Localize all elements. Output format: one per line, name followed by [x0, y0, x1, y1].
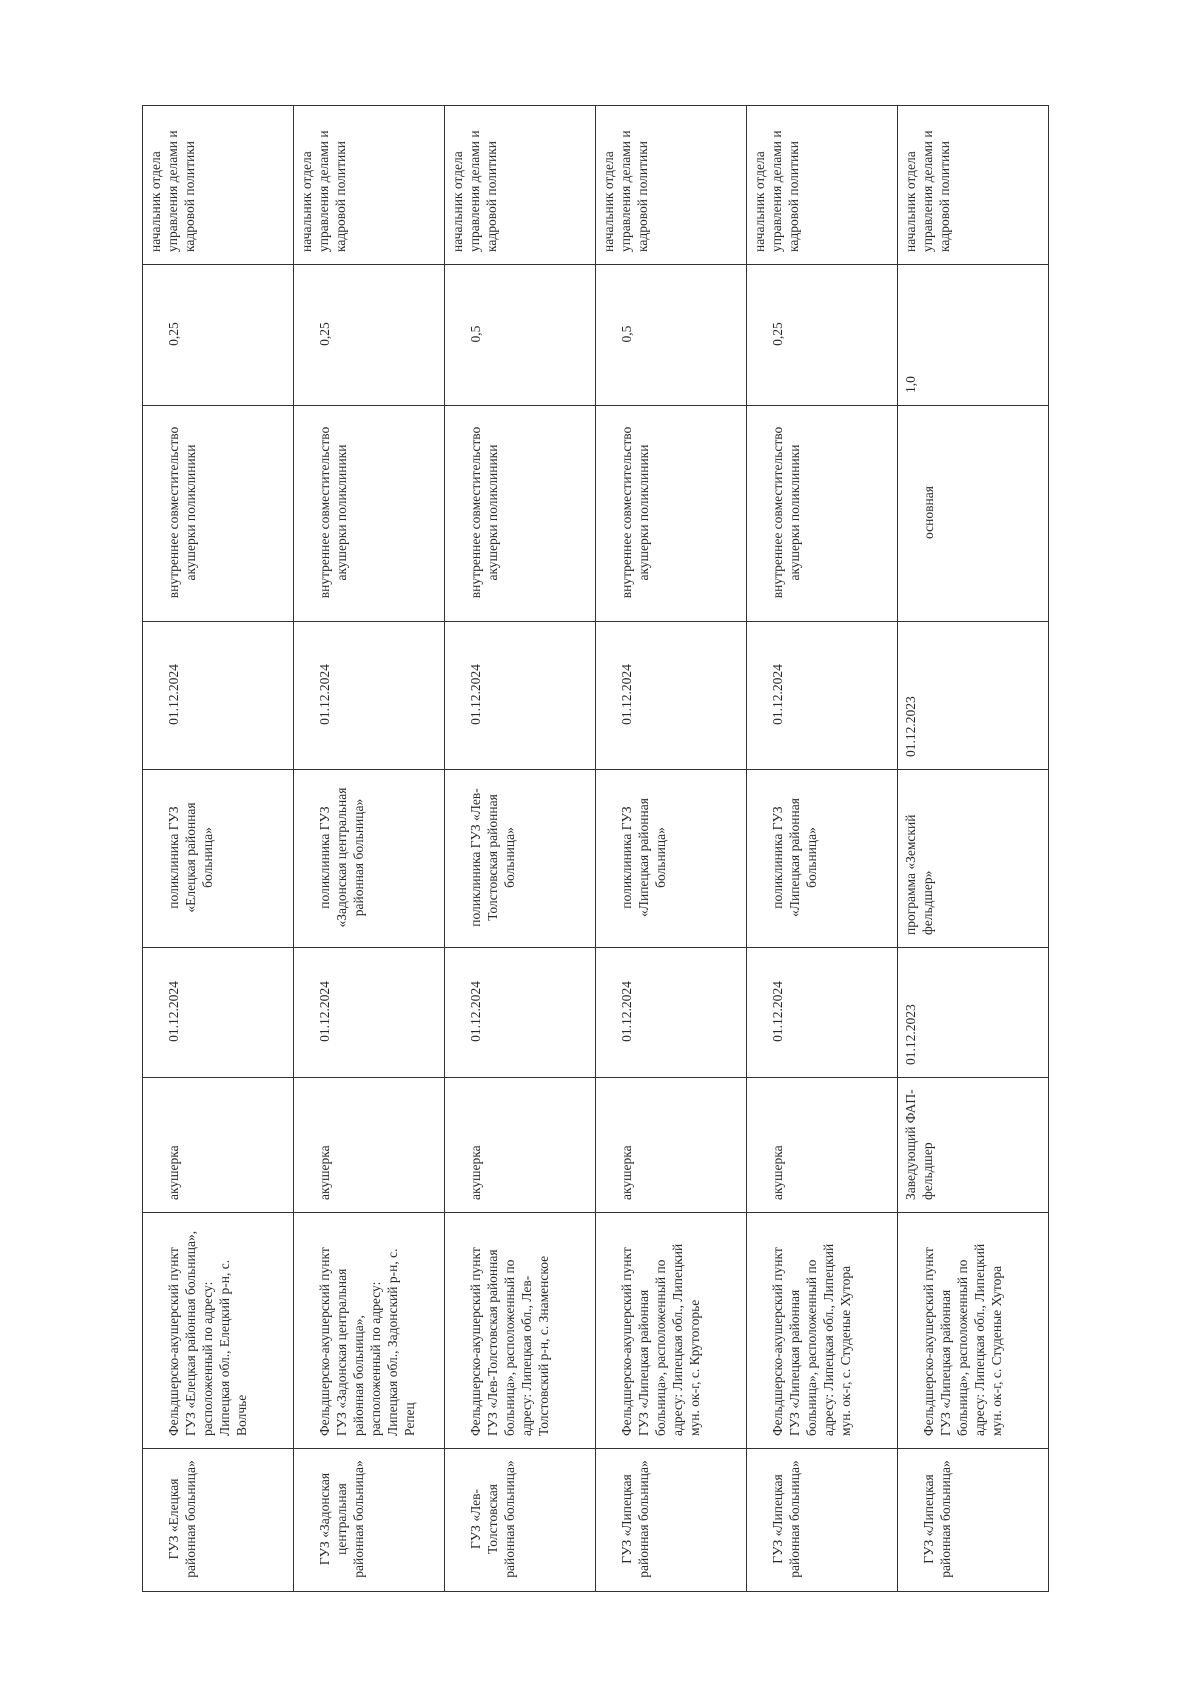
cell-contact: начальник отдела управления делами и кадровой политики — [294, 106, 445, 265]
cell-source: поликлиника ГУЗ «Липецкая районная больница» — [596, 770, 747, 948]
cell-contact: начальник отдела управления делами и кадровой политики — [898, 106, 1049, 265]
cell-facility: Фельдшерско-акушерский пункт ГУЗ «Елецкая районная больница», расположенный по адресу: Липецкая обл., Елецкий р-н, с. Волчье — [143, 1213, 294, 1449]
table-row — [294, 106, 445, 1592]
cell-date: 01.12.2024 — [445, 622, 596, 770]
table-row — [445, 106, 596, 1592]
cell-facility: Фельдшерско-акушерский пункт ГУЗ «Лев-Толстовская районная больница», расположенный по адресу: Липецкая обл., Лев-Толстовский р-н, с. Знаменское — [445, 1213, 596, 1449]
cell-rate: 0,5 — [445, 265, 596, 406]
cell-date: 01.12.2024 — [445, 948, 596, 1078]
cell-date: 01.12.2024 — [143, 948, 294, 1078]
cell-org: ГУЗ «Елецкая районная больница» — [143, 1449, 294, 1592]
cell-employment: внутреннее совместительство акушерки поликлиники — [445, 406, 596, 622]
cell-rate: 1,0 — [898, 265, 1049, 406]
cell-source: программа «Земский фельдшер» — [898, 770, 1049, 948]
cell-employment: основная — [898, 406, 1049, 622]
cell-employment: внутреннее совместительство акушерки поликлиники — [143, 406, 294, 622]
cell-date: 01.12.2024 — [596, 622, 747, 770]
cell-org: ГУЗ «Липецкая районная больница» — [596, 1449, 747, 1592]
cell-employment: внутреннее совместительство акушерки поликлиники — [596, 406, 747, 622]
cell-contact: начальник отдела управления делами и кадровой политики — [445, 106, 596, 265]
cell-date: 01.12.2024 — [747, 622, 898, 770]
cell-contact: начальник отдела управления делами и кадровой политики — [596, 106, 747, 265]
cell-rate: 0,25 — [747, 265, 898, 406]
cell-source: поликлиника ГУЗ «Задонская центральная районная больница» — [294, 770, 445, 948]
cell-org: ГУЗ «Задонская центральная районная больница» — [294, 1449, 445, 1592]
table-row — [898, 106, 1049, 1592]
rotated-table-wrapper — [142, 106, 1048, 1592]
cell-source: поликлиника ГУЗ «Лев-Толстовская районная больница» — [445, 770, 596, 948]
cell-position: Заведующий ФАП-фельдшер — [898, 1078, 1049, 1213]
cell-rate: 0,25 — [294, 265, 445, 406]
table-row — [747, 106, 898, 1592]
vacancy-table — [142, 105, 1049, 1592]
cell-date: 01.12.2024 — [294, 622, 445, 770]
cell-contact: начальник отдела управления делами и кадровой политики — [747, 106, 898, 265]
cell-date: 01.12.2024 — [143, 622, 294, 770]
cell-date: 01.12.2023 — [898, 948, 1049, 1078]
cell-facility: Фельдшерско-акушерский пункт ГУЗ «Липецкая районная больница», расположенный по адресу: Липецкая обл., Липецкий мун. ок-г, с. Крутогорье — [596, 1213, 747, 1449]
cell-facility: Фельдшерско-акушерский пункт ГУЗ «Липецкая районная больница», расположенный по адресу: Липецкая обл., Липецкий мун. ок-г, с. Студеные Хутора — [747, 1213, 898, 1449]
cell-facility: Фельдшерско-акушерский пункт ГУЗ «Липецкая районная больница», расположенный по адресу: Липецкая обл., Липецкий мун. ок-г, с. Студеные Хутора — [898, 1213, 1049, 1449]
cell-position: акушерка — [747, 1078, 898, 1213]
cell-date: 01.12.2024 — [596, 948, 747, 1078]
cell-contact: начальник отдела управления делами и кадровой политики — [143, 106, 294, 265]
cell-position: акушерка — [143, 1078, 294, 1213]
cell-source: поликлиника ГУЗ «Елецкая районная больница» — [143, 770, 294, 948]
cell-rate: 0,5 — [596, 265, 747, 406]
cell-date: 01.12.2024 — [294, 948, 445, 1078]
cell-org: ГУЗ «Липецкая районная больница» — [747, 1449, 898, 1592]
cell-employment: внутреннее совместительство акушерки поликлиники — [747, 406, 898, 622]
cell-position: акушерка — [445, 1078, 596, 1213]
cell-org: ГУЗ «Липецкая районная больница» — [898, 1449, 1049, 1592]
cell-org: ГУЗ «Лев-Толстовская районная больница» — [445, 1449, 596, 1592]
cell-source: поликлиника ГУЗ «Липецкая районная больница» — [747, 770, 898, 948]
cell-employment: внутреннее совместительство акушерки поликлиники — [294, 406, 445, 622]
cell-date: 01.12.2023 — [898, 622, 1049, 770]
cell-position: акушерка — [294, 1078, 445, 1213]
table-row — [143, 106, 294, 1592]
cell-date: 01.12.2024 — [747, 948, 898, 1078]
cell-facility: Фельдшерско-акушерский пункт ГУЗ «Задонская центральная районная больница», расположенный по адресу: Липецкая обл., Задонский р-н, с. Репец — [294, 1213, 445, 1449]
cell-position: акушерка — [596, 1078, 747, 1213]
table-row — [596, 106, 747, 1592]
cell-rate: 0,25 — [143, 265, 294, 406]
